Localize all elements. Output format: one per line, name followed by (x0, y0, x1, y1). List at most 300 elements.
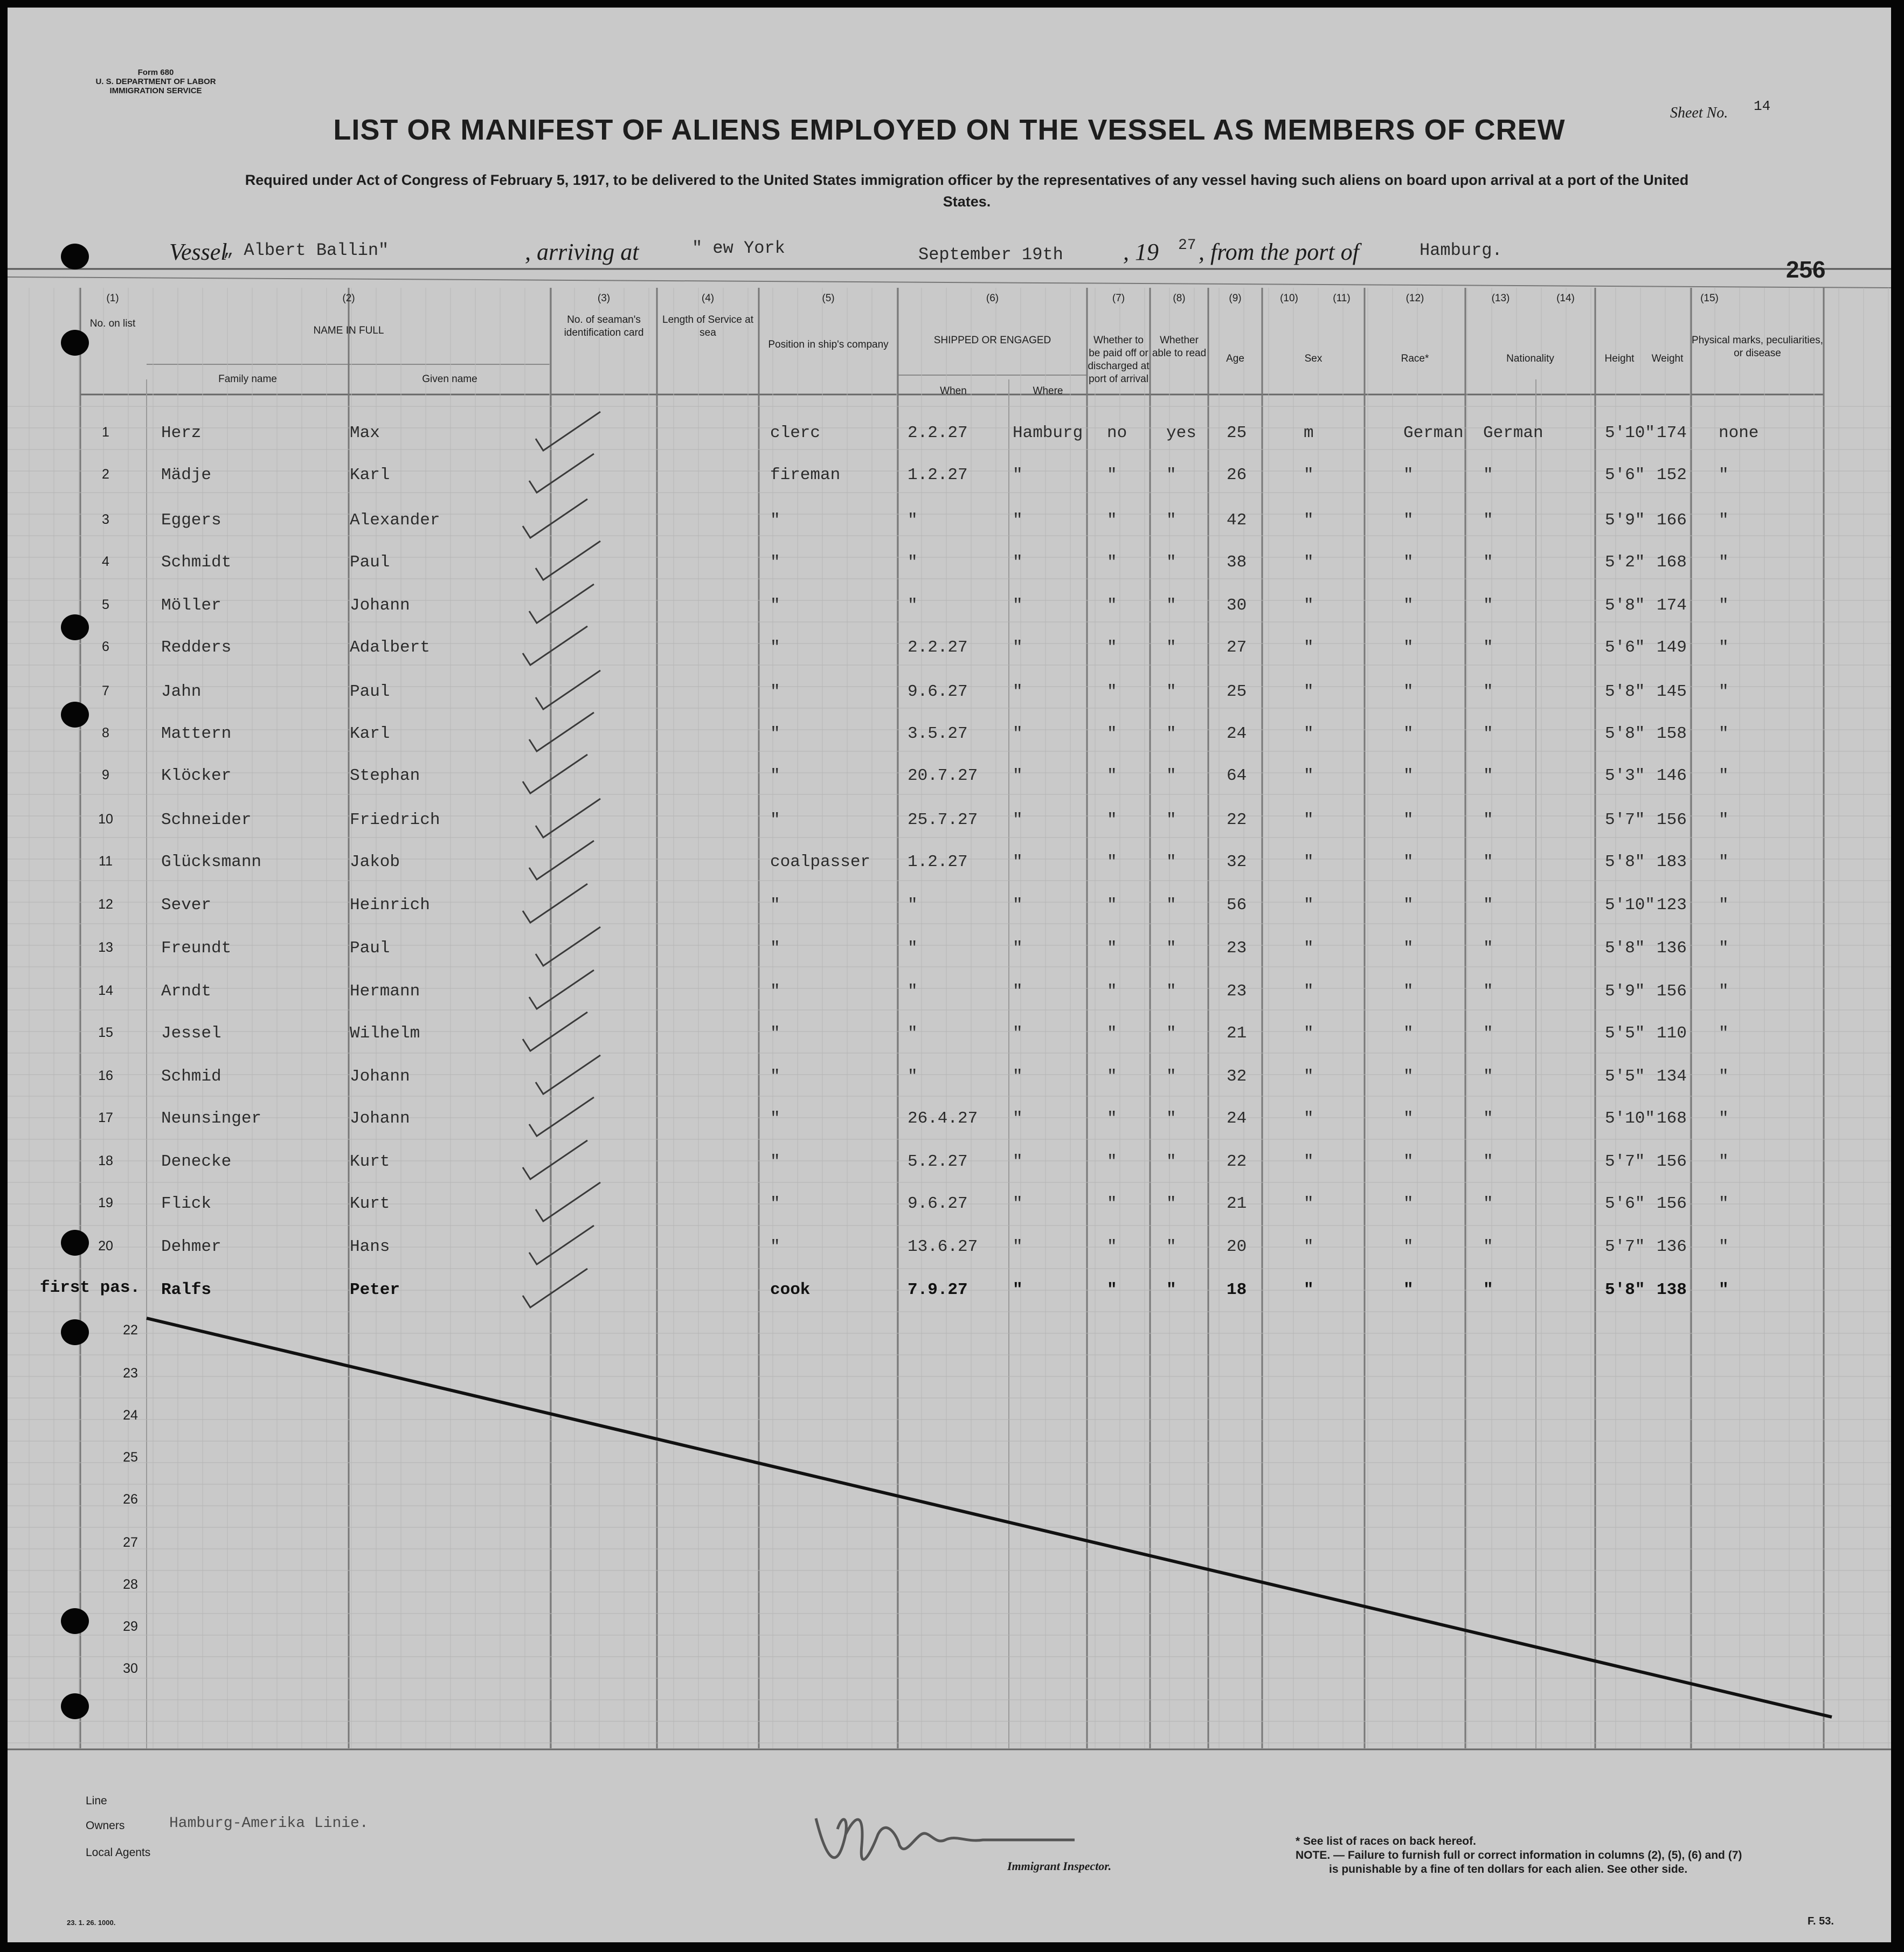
able-read-cell: " (1166, 1067, 1176, 1086)
given-name-cell: Karl (350, 724, 390, 743)
weight-cell: 156 (1657, 982, 1687, 1001)
able-read-cell: " (1166, 939, 1176, 958)
shipped-where-cell: " (1013, 638, 1023, 657)
id-card-check-mark (529, 712, 594, 751)
position-cell: " (770, 682, 780, 701)
age-cell: 21 (1227, 1024, 1247, 1043)
punch-hole (61, 244, 89, 269)
row-number: 13 (98, 940, 113, 955)
weight-cell: 152 (1657, 466, 1687, 484)
race-cell: " (1403, 1067, 1414, 1086)
header-family-name: Family name (218, 373, 277, 385)
able-read-cell: " (1166, 682, 1176, 701)
height-cell: 5'6" (1605, 638, 1645, 657)
position-cell: fireman (770, 466, 841, 484)
header-id-card: No. of seaman's identification card (564, 314, 644, 338)
race-cell: " (1403, 466, 1414, 484)
physical-marks-cell: " (1719, 553, 1729, 572)
nationality-cell: German (1483, 424, 1543, 442)
age-cell: 23 (1227, 939, 1247, 958)
shipped-when-cell: 1.2.27 (908, 853, 968, 871)
able-read-cell: " (1166, 553, 1176, 572)
row-number: 16 (98, 1068, 113, 1083)
position-cell: " (770, 982, 780, 1001)
shipped-when-cell: " (908, 939, 918, 958)
given-name-cell: Jakob (350, 853, 400, 871)
arrival-date: September 19th (918, 245, 1063, 265)
paid-off-cell: " (1107, 853, 1117, 871)
nationality-cell: " (1483, 1194, 1493, 1213)
shipped-where-cell: " (1013, 596, 1023, 615)
shipped-where-cell: " (1013, 1024, 1023, 1043)
height-cell: 5'9" (1605, 511, 1645, 530)
age-cell: 22 (1227, 1152, 1247, 1171)
given-name-cell: Stephan (350, 766, 420, 785)
owners-label: Owners (86, 1819, 125, 1832)
shipped-when-cell: " (908, 553, 918, 572)
height-cell: 5'7" (1605, 811, 1645, 829)
races-note: * See list of races on back hereof. (1296, 1835, 1476, 1847)
header-shipped-engaged: SHIPPED OR ENGAGED (933, 335, 1051, 346)
paid-off-cell: " (1107, 1280, 1117, 1299)
id-card-check-mark (529, 584, 594, 623)
nationality-cell: " (1483, 766, 1493, 785)
sex-cell: " (1304, 1024, 1314, 1043)
shipped-when-cell: 13.6.27 (908, 1237, 978, 1256)
empty-row-number: 24 (123, 1408, 138, 1423)
nationality-cell: " (1483, 596, 1493, 615)
height-cell: 5'8" (1605, 1280, 1645, 1299)
position-cell: " (770, 939, 780, 958)
able-read-cell: " (1166, 1237, 1176, 1256)
vessel-label: Vessel (169, 239, 227, 265)
id-card-check-mark (523, 626, 587, 665)
sheet-number-value: 14 (1754, 98, 1771, 114)
age-cell: 56 (1227, 896, 1247, 915)
paid-off-cell: " (1107, 553, 1117, 572)
weight-cell: 136 (1657, 1237, 1687, 1256)
paid-off-cell: " (1107, 1152, 1117, 1171)
column-number-15: (15) (1700, 293, 1719, 304)
nationality-cell: " (1483, 511, 1493, 530)
form-f-number: F. 53. (1808, 1915, 1834, 1927)
age-cell: 42 (1227, 511, 1247, 530)
able-read-cell: " (1166, 853, 1176, 871)
shipped-where-cell: " (1013, 724, 1023, 743)
nationality-cell: " (1483, 553, 1493, 572)
nationality-cell: " (1483, 939, 1493, 958)
shipped-where-cell: " (1013, 1067, 1023, 1086)
physical-marks-cell: " (1719, 596, 1729, 615)
age-cell: 24 (1227, 1109, 1247, 1128)
shipped-when-cell: 9.6.27 (908, 682, 968, 701)
form-identifier (67, 68, 245, 95)
shipped-where-cell: " (1013, 1109, 1023, 1128)
able-read-cell: " (1166, 811, 1176, 829)
position-cell: " (770, 1152, 780, 1171)
race-cell: " (1403, 1109, 1414, 1128)
position-cell: " (770, 638, 780, 657)
race-cell: " (1403, 553, 1414, 572)
header-height: Height (1604, 353, 1635, 364)
header-weight: Weight (1651, 353, 1684, 364)
manifest-sheet (8, 8, 1891, 1942)
race-cell: " (1403, 766, 1414, 785)
row-number: 15 (98, 1025, 113, 1040)
nationality-cell: " (1483, 682, 1493, 701)
shipped-where-cell: " (1013, 553, 1023, 572)
empty-row-number: 27 (123, 1535, 138, 1550)
row-number: 10 (98, 812, 113, 827)
row-number: 9 (102, 767, 109, 783)
paid-off-cell: " (1107, 1109, 1117, 1128)
sex-cell: " (1304, 596, 1314, 615)
weight-cell: 136 (1657, 939, 1687, 958)
shipped-where-cell: " (1013, 982, 1023, 1001)
requirement-text: Required under Act of Congress of February 5, 1917, to be delivered to the United States immigration officer by the representatives of any vessel having such aliens on board upon arrival at a port of the United States. (245, 172, 1689, 210)
given-name-cell: Paul (350, 553, 390, 572)
line-label: Line (86, 1795, 107, 1807)
weight-cell: 134 (1657, 1067, 1687, 1086)
able-read-cell: " (1166, 638, 1176, 657)
sex-cell: " (1304, 511, 1314, 530)
able-read-cell: " (1166, 1024, 1176, 1043)
empty-row-number: 22 (123, 1323, 138, 1338)
id-card-check-mark (536, 927, 600, 966)
family-name-cell: Herz (161, 424, 202, 442)
age-cell: 64 (1227, 766, 1247, 785)
race-cell: " (1403, 1152, 1414, 1171)
given-name-cell: Kurt (350, 1194, 390, 1213)
age-cell: 24 (1227, 724, 1247, 743)
column-number-9: (9) (1229, 293, 1242, 304)
id-card-check-mark (529, 1097, 594, 1136)
age-cell: 22 (1227, 811, 1247, 829)
paid-off-cell: " (1107, 982, 1117, 1001)
header-name-in-full: NAME IN FULL (313, 325, 384, 336)
page-stamp-number: 256 (1786, 257, 1826, 283)
sex-cell: m (1304, 424, 1314, 442)
family-name-cell: Schmid (161, 1067, 221, 1086)
family-name-cell: Dehmer (161, 1237, 221, 1256)
physical-marks-cell: " (1719, 638, 1729, 657)
height-cell: 5'9" (1605, 982, 1645, 1001)
position-cell: clerc (770, 424, 821, 442)
punch-hole (61, 330, 89, 356)
physical-marks-cell: " (1719, 1067, 1729, 1086)
nationality-cell: " (1483, 1067, 1493, 1086)
able-read-cell: " (1166, 724, 1176, 743)
given-name-cell: Heinrich (350, 896, 430, 915)
given-name-cell: Alexander (350, 511, 440, 530)
age-cell: 26 (1227, 466, 1247, 484)
shipped-when-cell: 25.7.27 (908, 811, 978, 829)
race-cell: " (1403, 896, 1414, 915)
paid-off-cell: " (1107, 1067, 1117, 1086)
race-cell: " (1403, 724, 1414, 743)
position-cell: " (770, 811, 780, 829)
age-cell: 30 (1227, 596, 1247, 615)
paid-off-cell: " (1107, 1194, 1117, 1213)
given-name-cell: Adalbert (350, 638, 430, 657)
id-card-check-mark (536, 541, 600, 580)
sex-cell: " (1304, 638, 1314, 657)
shipped-where-cell: " (1013, 682, 1023, 701)
able-read-cell: " (1166, 896, 1176, 915)
physical-marks-cell: " (1719, 466, 1729, 484)
print-code: 23. 1. 26. 1000. (67, 1919, 116, 1927)
fine-note-line2: is punishable by a fine of ten dollars for each alien. See other side. (1329, 1863, 1688, 1875)
header-able-read: Whether able to read (1152, 335, 1207, 359)
able-read-cell: " (1166, 1194, 1176, 1213)
family-name-cell: Mädje (161, 466, 212, 484)
paid-off-cell: " (1107, 896, 1117, 915)
vessel-name: „ Albert Ballin" (223, 240, 389, 260)
position-cell: " (770, 724, 780, 743)
height-cell: 5'3" (1605, 766, 1645, 785)
weight-cell: 156 (1657, 1152, 1687, 1171)
paid-off-cell: " (1107, 682, 1117, 701)
age-cell: 21 (1227, 1194, 1247, 1213)
empty-row-number: 26 (123, 1492, 138, 1507)
nationality-cell: " (1483, 896, 1493, 915)
age-cell: 25 (1227, 424, 1247, 442)
id-card-check-mark (523, 1269, 587, 1307)
id-card-check-mark (529, 454, 594, 493)
race-cell: " (1403, 1280, 1414, 1299)
weight-cell: 158 (1657, 724, 1687, 743)
age-cell: 20 (1227, 1237, 1247, 1256)
family-name-cell: Schneider (161, 811, 252, 829)
row-number: 17 (98, 1110, 113, 1125)
position-cell: " (770, 896, 780, 915)
race-cell: " (1403, 682, 1414, 701)
sex-cell: " (1304, 982, 1314, 1001)
race-cell: " (1403, 511, 1414, 530)
shipped-where-cell: Hamburg (1013, 424, 1083, 442)
weight-cell: 183 (1657, 853, 1687, 871)
physical-marks-cell: " (1719, 1194, 1729, 1213)
row-number: 7 (102, 683, 109, 698)
empty-row-number: 23 (123, 1366, 138, 1381)
able-read-cell: yes (1166, 424, 1196, 442)
year-prefix: , 19 (1123, 239, 1159, 265)
header-where: Where (1033, 385, 1063, 397)
header-nationality: Nationality (1506, 353, 1554, 364)
physical-marks-cell: " (1719, 682, 1729, 701)
shipped-where-cell: " (1013, 896, 1023, 915)
row-number: 3 (102, 512, 109, 527)
shipped-when-cell: " (908, 982, 918, 1001)
header-rule (8, 277, 1891, 288)
nationality-cell: " (1483, 1109, 1493, 1128)
able-read-cell: " (1166, 1152, 1176, 1171)
weight-cell: 174 (1657, 424, 1687, 442)
weight-cell: 156 (1657, 811, 1687, 829)
weight-cell: 168 (1657, 553, 1687, 572)
family-name-cell: Denecke (161, 1152, 232, 1171)
height-cell: 5'10" (1605, 1109, 1656, 1128)
id-card-check-mark (536, 412, 600, 451)
header-given-name: Given name (422, 373, 477, 385)
able-read-cell: " (1166, 982, 1176, 1001)
sex-cell: " (1304, 1067, 1314, 1086)
position-cell: " (770, 1194, 780, 1213)
race-cell: " (1403, 1237, 1414, 1256)
race-cell: " (1403, 638, 1414, 657)
column-number-13: (13) (1491, 293, 1510, 304)
age-cell: 38 (1227, 553, 1247, 572)
sex-cell: " (1304, 1109, 1314, 1128)
id-card-check-mark (523, 884, 587, 923)
header-race: Race* (1401, 353, 1429, 364)
shipped-where-cell: " (1013, 1280, 1023, 1299)
nationality-cell: " (1483, 1152, 1493, 1171)
nationality-cell: " (1483, 638, 1493, 657)
shipped-when-cell: 7.9.27 (908, 1280, 968, 1299)
given-name-cell: Johann (350, 1109, 410, 1128)
family-name-cell: Jahn (161, 682, 202, 701)
sex-cell: " (1304, 466, 1314, 484)
page-title: LIST OR MANIFEST OF ALIENS EMPLOYED ON THE VESSEL AS MEMBERS OF CREW (333, 114, 1566, 146)
id-card-check-mark (536, 799, 600, 837)
shipped-when-cell: 2.2.27 (908, 424, 968, 442)
family-name-cell: Freundt (161, 939, 232, 958)
able-read-cell: " (1166, 466, 1176, 484)
position-cell: " (770, 511, 780, 530)
id-card-check-mark (523, 499, 587, 538)
position-cell: " (770, 553, 780, 572)
weight-cell: 168 (1657, 1109, 1687, 1128)
given-name-cell: Karl (350, 466, 390, 484)
row-number: 11 (99, 854, 113, 869)
empty-row-number: 30 (123, 1661, 138, 1676)
row-number: 2 (102, 467, 109, 482)
row-number: 14 (98, 983, 113, 998)
able-read-cell: " (1166, 1280, 1176, 1299)
row-number: first pas. (40, 1278, 141, 1297)
row-number: 1 (102, 425, 109, 440)
shipped-when-cell: 3.5.27 (908, 724, 968, 743)
weight-cell: 174 (1657, 596, 1687, 615)
weight-cell: 166 (1657, 511, 1687, 530)
paid-off-cell: " (1107, 1237, 1117, 1256)
given-name-cell: Peter (350, 1280, 400, 1299)
family-name-cell: Sever (161, 896, 212, 915)
header-length-service: Length of Service at sea (662, 314, 753, 338)
form-number: Form 680 (137, 68, 174, 77)
physical-marks-cell: " (1719, 766, 1729, 785)
paid-off-cell: " (1107, 638, 1117, 657)
row-number: 8 (102, 725, 109, 740)
paid-off-cell: " (1107, 511, 1117, 530)
weight-cell: 156 (1657, 1194, 1687, 1213)
given-name-cell: Kurt (350, 1152, 390, 1171)
weight-cell: 146 (1657, 766, 1687, 785)
paid-off-cell: " (1107, 466, 1117, 484)
sex-cell: " (1304, 811, 1314, 829)
id-card-check-mark (529, 1226, 594, 1264)
id-card-check-mark (529, 841, 594, 880)
header-sex: Sex (1304, 353, 1323, 364)
id-card-check-mark (536, 1182, 600, 1221)
height-cell: 5'2" (1605, 553, 1645, 572)
height-cell: 5'8" (1605, 682, 1645, 701)
row-number: 19 (98, 1195, 113, 1210)
weight-cell: 138 (1657, 1280, 1687, 1299)
paid-off-cell: " (1107, 1024, 1117, 1043)
departure-port: Hamburg. (1420, 240, 1503, 260)
position-cell: coalpasser (770, 853, 871, 871)
punch-hole (61, 1319, 89, 1345)
physical-marks-cell: " (1719, 1237, 1729, 1256)
height-cell: 5'5" (1605, 1067, 1645, 1086)
header-physical-marks: Physical marks, peculiarities, or disease (1692, 335, 1823, 359)
empty-row-number: 28 (123, 1577, 138, 1592)
given-name-cell: Paul (350, 939, 390, 958)
punch-hole (61, 1230, 89, 1256)
column-number-6: (6) (986, 293, 999, 304)
paid-off-cell: " (1107, 811, 1117, 829)
id-card-check-mark (523, 1140, 587, 1179)
physical-marks-cell: " (1719, 511, 1729, 530)
shipped-where-cell: " (1013, 939, 1023, 958)
age-cell: 18 (1227, 1280, 1247, 1299)
arriving-label: , arriving at (525, 239, 639, 265)
immigrant-inspector-label: Immigrant Inspector. (1007, 1859, 1112, 1873)
column-number-4: (4) (701, 293, 715, 304)
shipped-when-cell: " (908, 1024, 918, 1043)
shipped-when-cell: 26.4.27 (908, 1109, 978, 1128)
able-read-cell: " (1166, 1109, 1176, 1128)
service-name: IMMIGRATION SERVICE (109, 86, 202, 95)
given-name-cell: Max (350, 424, 380, 442)
height-cell: 5'7" (1605, 1152, 1645, 1171)
column-number-7: (7) (1112, 293, 1125, 304)
shipped-where-cell: " (1013, 1194, 1023, 1213)
row-number: 4 (102, 554, 109, 569)
family-name-cell: Ralfs (161, 1280, 212, 1299)
physical-marks-cell: " (1719, 1109, 1729, 1128)
height-cell: 5'8" (1605, 853, 1645, 871)
family-name-cell: Flick (161, 1194, 212, 1213)
sheet-number-label: Sheet No. (1670, 105, 1728, 121)
shipped-when-cell: " (908, 596, 918, 615)
empty-row-number: 29 (123, 1619, 138, 1634)
shipped-when-cell: " (908, 511, 918, 530)
family-name-cell: Arndt (161, 982, 212, 1001)
paid-off-cell: no (1107, 424, 1127, 442)
shipped-where-cell: " (1013, 811, 1023, 829)
fine-note-line1: NOTE. — Failure to furnish full or correct information in columns (2), (5), (6) and (7) (1296, 1849, 1742, 1861)
physical-marks-cell: " (1719, 939, 1729, 958)
physical-marks-cell: " (1719, 1152, 1729, 1171)
cancel-strike-line (147, 1318, 1832, 1717)
punch-hole (61, 702, 89, 728)
nationality-cell: " (1483, 1280, 1493, 1299)
row-number: 18 (98, 1153, 113, 1168)
given-name-cell: Paul (350, 682, 390, 701)
owners-value: Hamburg-Amerika Linie. (169, 1815, 369, 1832)
given-name-cell: Johann (350, 1067, 410, 1086)
header-no-on-list: No. on list (89, 318, 136, 329)
family-name-cell: Schmidt (161, 553, 232, 572)
sex-cell: " (1304, 1237, 1314, 1256)
column-number-11: (11) (1333, 293, 1351, 304)
able-read-cell: " (1166, 766, 1176, 785)
header-position: Position in ship's company (768, 339, 889, 350)
id-card-check-mark (529, 970, 594, 1009)
